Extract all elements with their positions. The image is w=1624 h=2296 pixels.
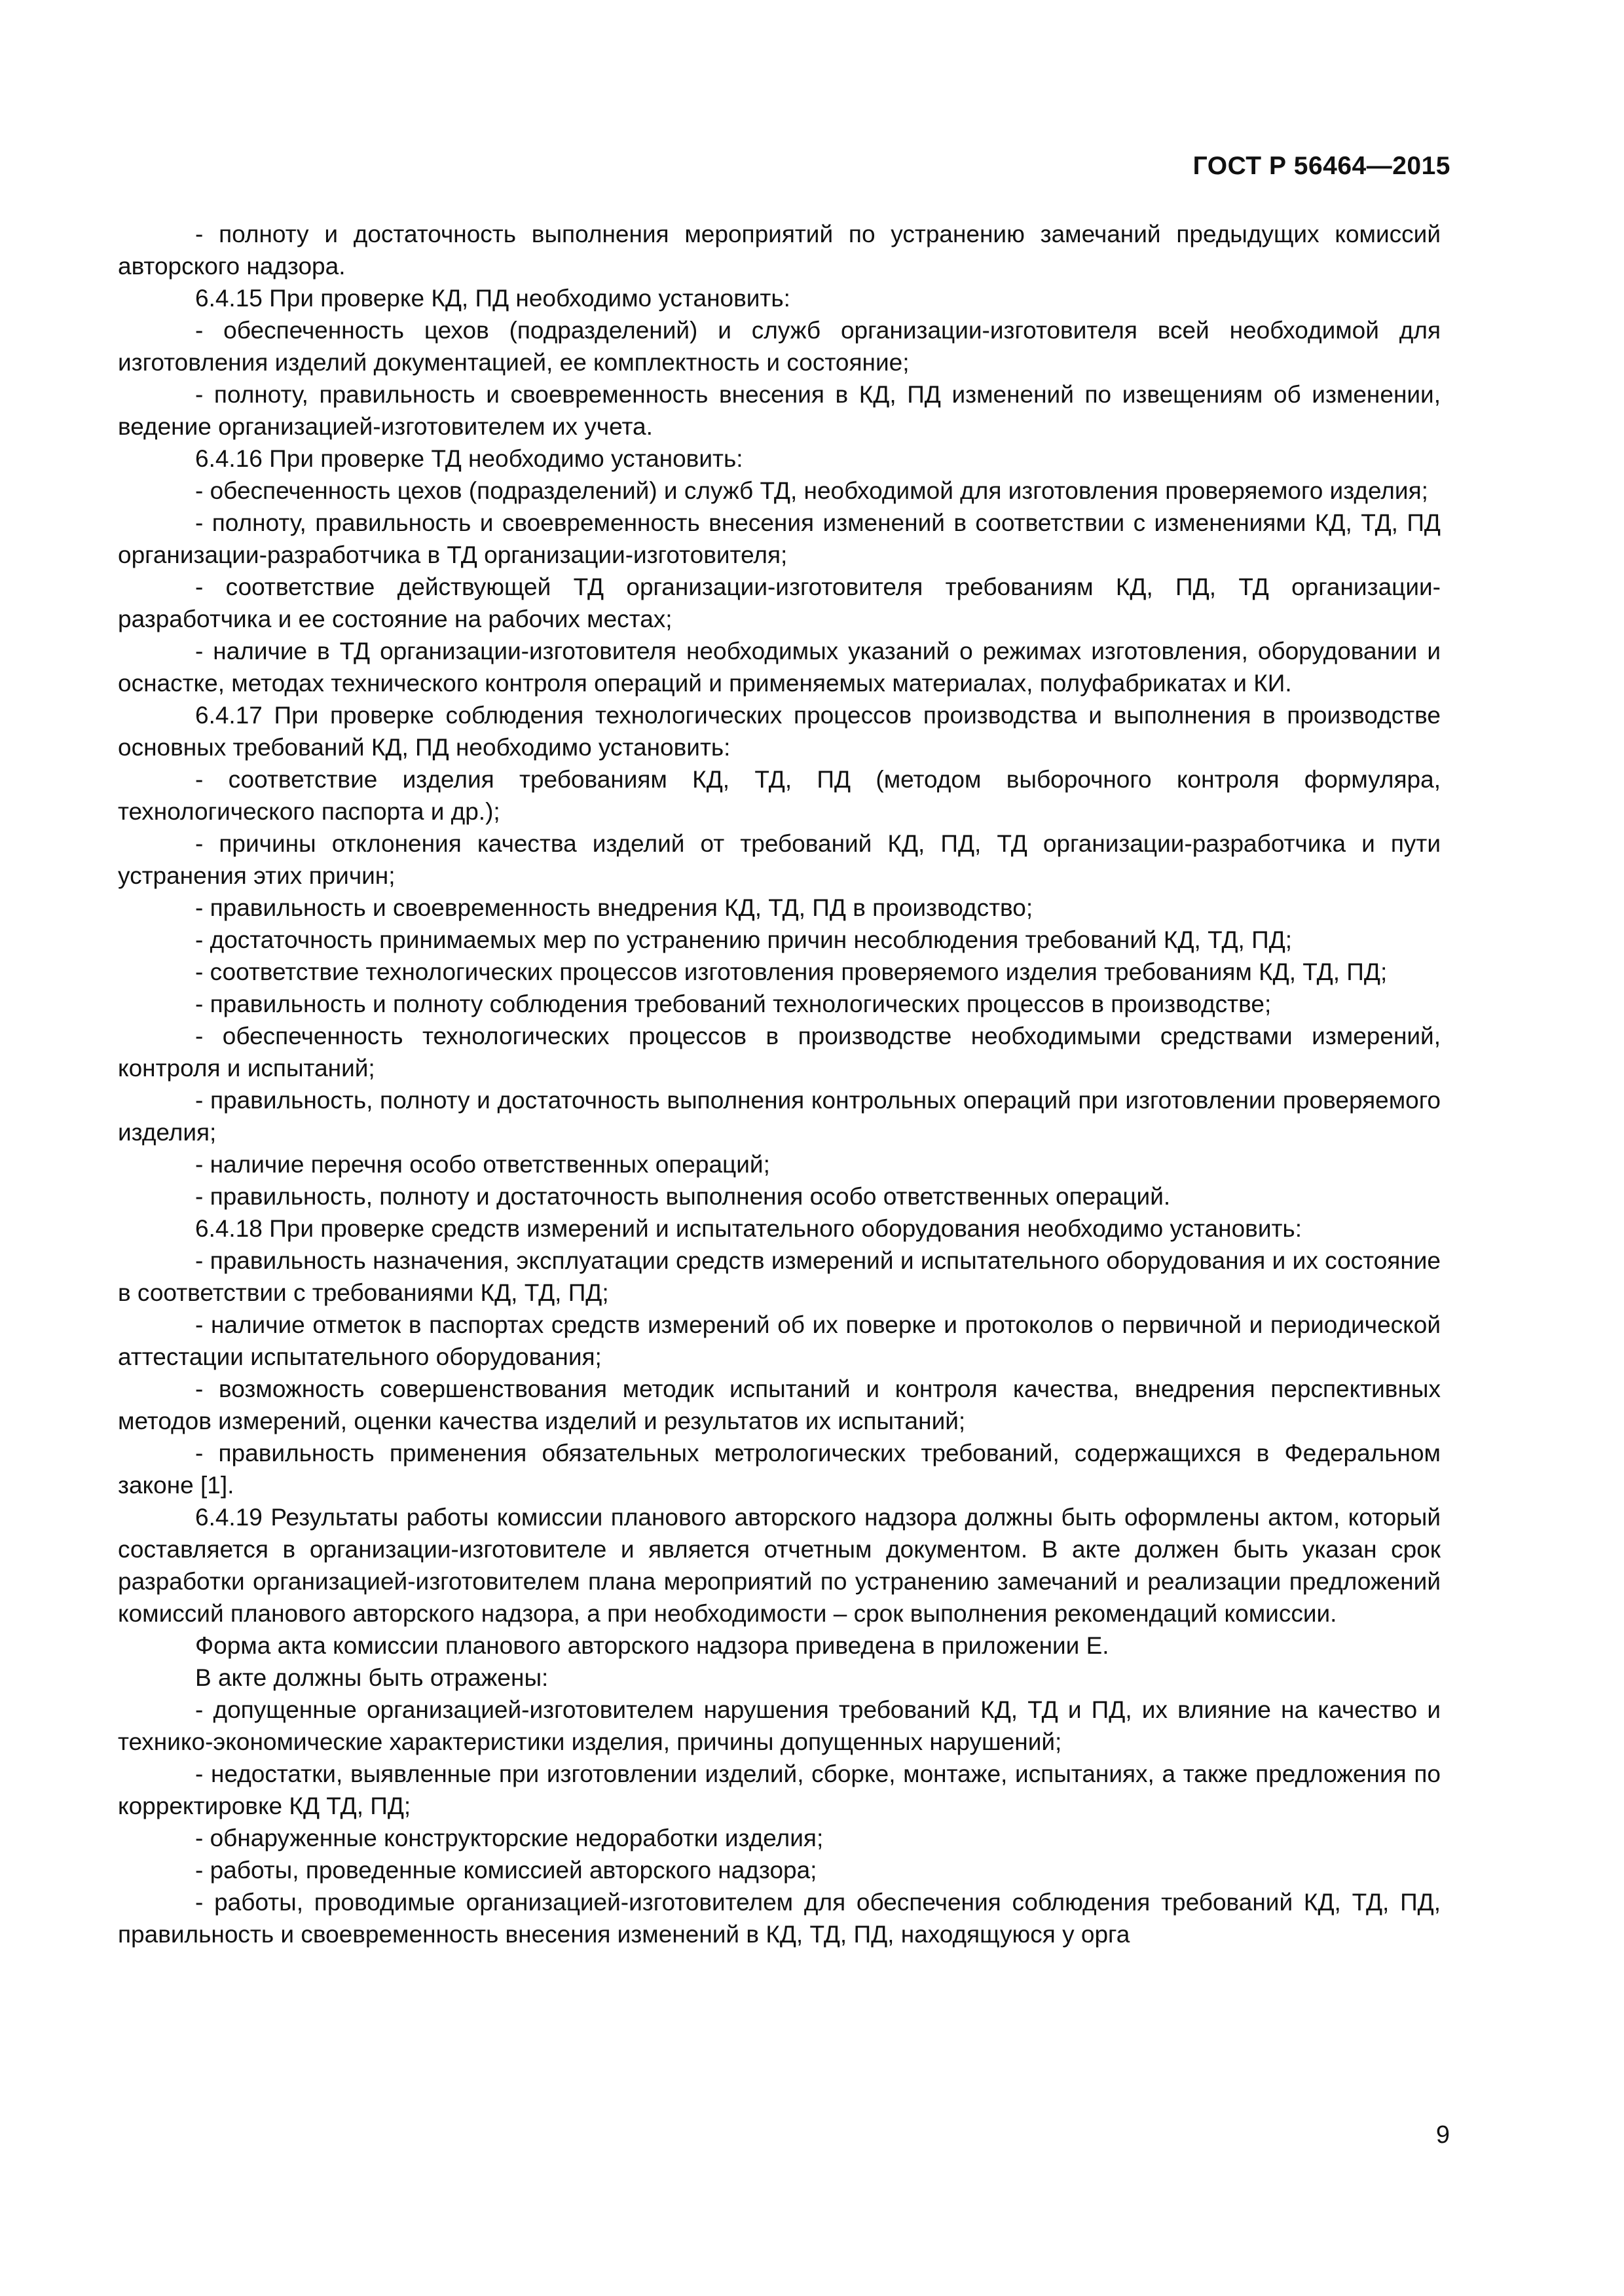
paragraph: - наличие в ТД организации-изготовителя необходимых указаний о режимах изготовления, оборудовании и оснастке, методах технического контроля операций и применяемых материалах, полуфабрикатах и КИ.: [118, 638, 1441, 697]
paragraph: - соответствие действующей ТД организации-изготовителя требованиям КД, ПД, ТД организации-разработчика и ее состояние на рабочих местах;: [118, 574, 1441, 632]
paragraph: - возможность совершенствования методик испытаний и контроля качества, внедрения перспективных методов измерений, оценки качества изделий и результатов их испытаний;: [118, 1376, 1441, 1434]
paragraph: - обеспеченность цехов (подразделений) и служб ТД, необходимой для изготовления проверяемого изделия;: [195, 477, 1428, 504]
section-heading-6-4-16: 6.4.16 При проверке ТД необходимо установить:: [195, 445, 743, 472]
paragraph: - обеспеченность цехов (подразделений) и служб организации-изготовителя всей необходимой для изготовления изделий документацией, ее комплектность и состояние;: [118, 317, 1441, 376]
paragraph: - обеспеченность технологических процессов в производстве необходимыми средствами измерений, контроля и испытаний;: [118, 1023, 1441, 1082]
paragraph: - работы, проведенные комиссией авторского надзора;: [195, 1857, 817, 1884]
paragraph: - недостатки, выявленные при изготовлении изделий, сборке, монтаже, испытаниях, а также предложения по корректировке КД ТД, ПД;: [118, 1760, 1441, 1819]
section-heading-6-4-15: 6.4.15 При проверке КД, ПД необходимо установить:: [195, 285, 790, 312]
paragraph: - соответствие технологических процессов изготовления проверяемого изделия требованиям КД, ТД, ПД;: [195, 958, 1388, 985]
document-header-standard-id: ГОСТ Р 56464—2015: [1192, 152, 1450, 180]
paragraph: - правильность, полноту и достаточность выполнения особо ответственных операций.: [195, 1183, 1171, 1210]
paragraph: - полноту и достаточность выполнения мероприятий по устранению замечаний предыдущих комиссий авторского надзора.: [118, 221, 1441, 280]
paragraph: - соответствие изделия требованиям КД, ТД, ПД (методом выборочного контроля формуляра, технологического паспорта и др.);: [118, 766, 1441, 825]
paragraph: - наличие отметок в паспортах средств измерений об их поверке и протоколов о первичной и периодической аттестации испытательного оборудования;: [118, 1311, 1441, 1370]
paragraph: - причины отклонения качества изделий от требований КД, ПД, ТД организации-разработчика и пути устранения этих причин;: [118, 830, 1441, 889]
paragraph: - правильность и своевременность внедрения КД, ТД, ПД в производство;: [195, 894, 1033, 921]
paragraph: - наличие перечня особо ответственных операций;: [195, 1151, 770, 1178]
paragraph: - правильность, полноту и достаточность выполнения контрольных операций при изготовлении проверяемого изделия;: [118, 1087, 1441, 1146]
document-body: [118, 218, 1441, 1950]
paragraph: - правильность и полноту соблюдения требований технологических процессов в производстве;: [195, 991, 1272, 1017]
paragraph: Форма акта комиссии планового авторского надзора приведена в приложении Е.: [195, 1632, 1109, 1659]
section-heading-6-4-19: 6.4.19 Результаты работы комиссии планового авторского надзора должны быть оформлены актом, который составляется в организации-изготовителе и является отчетным документом. В акте должен быть указан срок разработки организацией-изготовителем плана мероприятий по устранению замечаний и реализации предложений комиссий планового авторского надзора, а при необходимости – срок выполнения рекомендаций комиссии.: [118, 1504, 1441, 1627]
paragraph: В акте должны быть отражены:: [195, 1664, 549, 1691]
section-heading-6-4-17: 6.4.17 При проверке соблюдения технологических процессов производства и выполнения в производстве основных требований КД, ПД необходимо установить:: [118, 702, 1441, 761]
page-number: 9: [1435, 2121, 1450, 2149]
paragraph: - работы, проводимые организацией-изготовителем для обеспечения соблюдения требований КД, ТД, ПД, правильность и своевременность внесения изменений в КД, ТД, ПД, находящуюся у орга: [118, 1889, 1441, 1948]
paragraph: - полноту, правильность и своевременность внесения изменений в соответствии с изменениями КД, ТД, ПД организации-разработчика в ТД организации-изготовителя;: [118, 509, 1441, 568]
paragraph: - обнаруженные конструкторские недоработки изделия;: [195, 1825, 824, 1851]
paragraph: - правильность применения обязательных метрологических требований, содержащихся в Федеральном законе [1].: [118, 1440, 1441, 1499]
paragraph: - правильность назначения, эксплуатации средств измерений и испытательного оборудования и их состояние в соответствии с требованиями КД, ТД, ПД;: [118, 1247, 1441, 1306]
section-heading-6-4-18: 6.4.18 При проверке средств измерений и испытательного оборудования необходимо установить:: [195, 1215, 1302, 1242]
paragraph: - допущенные организацией-изготовителем нарушения требований КД, ТД и ПД, их влияние на качество и технико-экономические характеристики изделия, причины допущенных нарушений;: [118, 1696, 1441, 1755]
paragraph: - полноту, правильность и своевременность внесения в КД, ПД изменений по извещениям об изменении, ведение организацией-изготовителем их учета.: [118, 381, 1441, 440]
paragraph: - достаточность принимаемых мер по устранению причин несоблюдения требований КД, ТД, ПД;: [195, 926, 1293, 953]
